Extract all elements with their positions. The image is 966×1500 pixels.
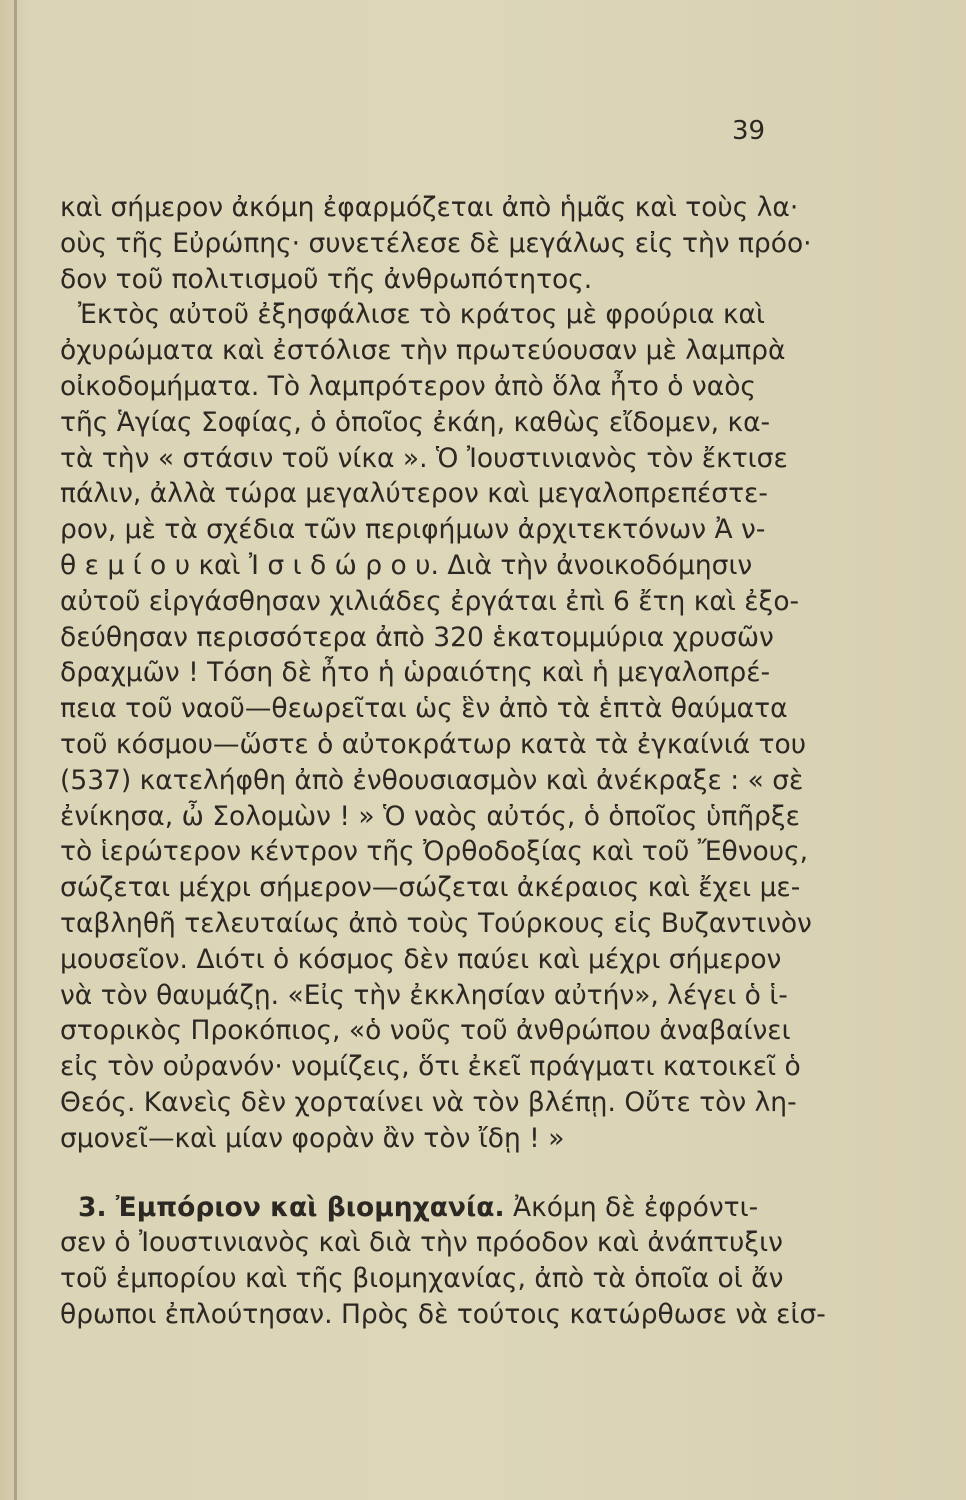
text-line: ρον, μὲ τὰ σχέδια τῶν περιφήμων ἀρχιτεκτόνων Ἀ ν- <box>60 514 766 546</box>
text-line: τοῦ ἐμπορίου καὶ τῆς βιομηχανίας, ἀπὸ τὰ ὁποῖα οἱ ἄν <box>60 1263 784 1295</box>
body-text <box>60 190 826 1333</box>
text-line: δον τοῦ πολιτισμοῦ τῆς ἀνθρωπότητος. <box>60 263 593 295</box>
section-spacer <box>60 1157 820 1190</box>
text-line: (537) κατελήφθη ἀπὸ ἐνθουσιασμὸν καὶ ἀνέκραξε : « σὲ <box>60 764 804 796</box>
text-line: νὰ τὸν θαυμάζῃ. «Εἰς τὴν ἐκκλησίαν αὐτήν», λέγει ὁ ἱ- <box>60 979 788 1011</box>
text-line: τοῦ κόσμου—ὥστε ὁ αὐτοκράτωρ κατὰ τὰ ἐγκαίνιά του <box>60 728 807 760</box>
page-binding-edge <box>14 0 17 1500</box>
text-line: ταβληθῆ τελευταίως ἀπὸ τοὺς Τούρκους εἰς Βυζαντινὸν <box>60 907 812 939</box>
text-line: δεύθησαν περισσότερα ἀπὸ 320 ἑκατομμύρια χρυσῶν <box>60 621 774 653</box>
section-3 <box>60 1190 826 1333</box>
paragraph-1 <box>60 190 820 297</box>
text-line: στορικὸς Προκόπιος, «ὁ νοῦς τοῦ ἀνθρώπου ἀναβαίνει <box>60 1015 791 1047</box>
text-line: οὺς τῆς Εὐρώπης· συνετέλεσε δὲ μεγάλως εἰς τὴν πρόο· <box>60 227 812 259</box>
text-line: δραχμῶν ! Τόση δὲ ἦτο ἡ ὡραιότης καὶ ἡ μεγαλοπρέ- <box>60 657 771 689</box>
text-line: σεν ὁ Ἰουστινιανὸς καὶ διὰ τὴν πρόοδον καὶ ἀνάπτυξιν <box>60 1227 783 1259</box>
text-line: αὐτοῦ εἰργάσθησαν χιλιάδες ἐργάται ἐπὶ 6 ἔτη καὶ ἐξο- <box>60 585 800 617</box>
paragraph-2 <box>60 297 820 1156</box>
page-number: 39 <box>732 116 766 146</box>
text-line: τὸ ἱερώτερον κέντρον τῆς Ὀρθοδοξίας καὶ τοῦ Ἔθνους, <box>60 836 809 868</box>
text-line: θ ε μ ί ο υ καὶ Ἰ σ ι δ ώ ρ ο υ. Διὰ τὴν ἀνοικοδόμησιν <box>60 549 753 581</box>
text-line: ἐνίκησα, ὦ Σολομὼν ! » Ὁ ναὸς αὐτός, ὁ ὁποῖος ὑπῆρξε <box>60 800 800 832</box>
text-line: σμονεῖ—καὶ μίαν φορὰν ἂν τὸν ἴδῃ ! » <box>60 1122 565 1154</box>
text-line: καὶ σήμερον ἀκόμη ἐφαρμόζεται ἀπὸ ἡμᾶς καὶ τοὺς λα· <box>60 192 799 223</box>
text-line: πεια τοῦ ναοῦ—θεωρεῖται ὡς ἓν ἀπὸ τὰ ἑπτὰ θαύματα <box>60 693 788 725</box>
section-first-line <box>60 1190 820 1226</box>
text-line: θρωποι ἐπλούτησαν. Πρὸς δὲ τούτοις κατώρθωσε νὰ εἰσ- <box>60 1298 826 1330</box>
text-line: ὀχυρώματα καὶ ἐστόλισε τὴν πρωτεύουσαν μὲ λαμπρὰ <box>60 335 786 367</box>
text-line: Ἐκτὸς αὐτοῦ ἐξησφάλισε τὸ κράτος μὲ φρούρια καὶ <box>78 299 765 331</box>
text-line: τῆς Ἁγίας Σοφίας, ὁ ὁποῖος ἐκάη, καθὼς εἴδομεν, κα- <box>60 406 771 438</box>
section-heading: 3. Ἐμπόριον καὶ βιομηχανία. <box>78 1191 505 1223</box>
section-first-line-text: Ἀκόμη δὲ ἐφρόντι- <box>513 1191 759 1223</box>
text-line: τὰ τὴν « στάσιν τοῦ νίκα ». Ὁ Ἰουστινιανὸς τὸν ἔκτισε <box>60 442 788 474</box>
text-line: σώζεται μέχρι σήμερον—σώζεται ἀκέραιος καὶ ἔχει με- <box>60 872 801 904</box>
text-line: εἰς τὸν οὐρανόν· νομίζεις, ὅτι ἐκεῖ πράγματι κατοικεῖ ὁ <box>60 1051 801 1083</box>
text-line: μουσεῖον. Διότι ὁ κόσμος δὲν παύει καὶ μέχρι σήμερον <box>60 943 782 975</box>
text-line: πάλιν, ἀλλὰ τώρα μεγαλύτερον καὶ μεγαλοπρεπέστε- <box>60 478 768 510</box>
text-line: Θεός. Κανεὶς δὲν χορταίνει νὰ τὸν βλέπῃ. Οὔτε τὸν λη- <box>60 1086 797 1118</box>
text-line: οἰκοδομήματα. Τὸ λαμπρότερον ἀπὸ ὅλα ἦτο ὁ ναὸς <box>60 370 756 402</box>
